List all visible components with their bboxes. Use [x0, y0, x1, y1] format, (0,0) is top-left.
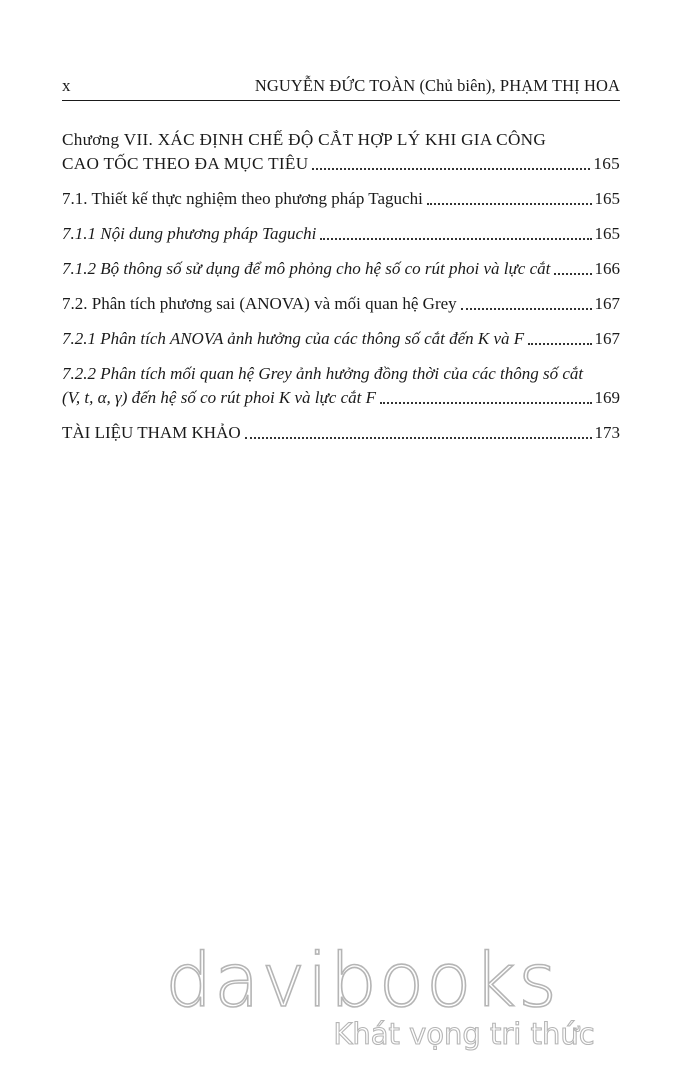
toc-entry-7-2-2 [62, 362, 620, 410]
dot-leader [245, 436, 592, 439]
toc-entry-title: CAO TỐC THEO ĐA MỤC TIÊU [62, 154, 309, 173]
toc-entry-page: 169 [594, 388, 620, 407]
toc-entry-7-1-1 [62, 222, 620, 246]
toc-entry-page: 167 [594, 329, 620, 348]
toc-entry-chapter-7 [62, 128, 620, 176]
toc-entry-7-1-2 [62, 257, 620, 281]
toc-entry-page: 165 [594, 224, 620, 243]
toc-entry-page: 165 [594, 189, 620, 208]
toc-entry-page: 167 [594, 294, 620, 313]
table-of-contents [62, 128, 620, 445]
dot-leader [380, 401, 591, 404]
davibooks-watermark [162, 932, 595, 1052]
running-header [62, 76, 620, 101]
watermark-brand: davibooks [165, 938, 559, 1024]
page-number: x [62, 76, 71, 95]
dot-leader [461, 307, 592, 310]
dot-leader [320, 237, 591, 240]
watermark-slogan: Khát vọng tri thức [333, 1017, 595, 1051]
toc-entry-title: 7.2.1 Phân tích ANOVA ảnh hưởng của các thông số cắt đến K và F [62, 329, 525, 348]
toc-entry-title: 7.2. Phân tích phương sai (ANOVA) và mối quan hệ Grey [62, 294, 457, 313]
toc-entry-title: 7.1.2 Bộ thông số sử dụng để mô phỏng cho hệ số co rút phoi và lực cắt [62, 259, 551, 278]
toc-entry-title: (V, t, α, γ) đến hệ số co rút phoi K và lực cắt F [62, 388, 377, 407]
toc-entry-page: 165 [593, 154, 620, 173]
dot-leader [554, 272, 591, 275]
toc-entry-title: 7.1.1 Nội dung phương pháp Taguchi [62, 224, 317, 243]
header-authors: NGUYỄN ĐỨC TOÀN (Chủ biên), PHẠM THỊ HOA [254, 76, 620, 95]
toc-entry-page: 166 [594, 259, 620, 278]
dot-leader [427, 202, 592, 205]
dot-leader [312, 167, 590, 170]
watermark-logo [162, 932, 595, 1052]
toc-entry-title-line1: 7.2.2 Phân tích mối quan hệ Grey ảnh hưởng đồng thời của các thông số cắt [62, 364, 584, 383]
toc-entry-7-2 [62, 292, 620, 316]
toc-entry-title: TÀI LIỆU THAM KHẢO [62, 423, 241, 442]
toc-entry-title-line1: Chương VII. XÁC ĐỊNH CHẾ ĐỘ CẮT HỢP LÝ KHI GIA CÔNG [62, 130, 547, 149]
toc-entry-references [62, 421, 620, 445]
toc-entry-title: 7.1. Thiết kế thực nghiệm theo phương pháp Taguchi [62, 189, 423, 208]
toc-entry-7-2-1 [62, 327, 620, 351]
toc-entry-page: 173 [594, 423, 620, 442]
dot-leader [528, 342, 591, 345]
toc-entry-7-1 [62, 187, 620, 211]
